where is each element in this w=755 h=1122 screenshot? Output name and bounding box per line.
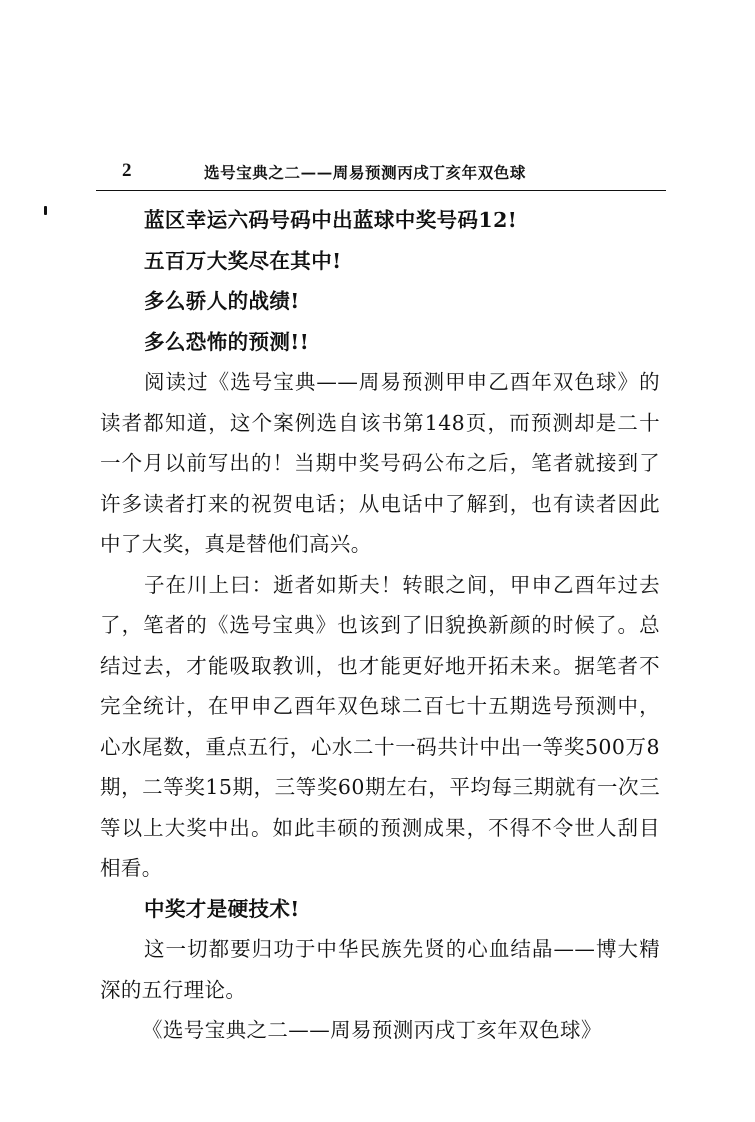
paragraph-summary: 子在川上曰：逝者如斯夫！转眼之间，甲申乙酉年过去了，笔者的《选号宝典》也该到了旧貌换新颜的时候了。总结过去，才能吸取教训，也才能更好地开拓未来。据笔者不完全统计，在甲申乙酉年双色球二百七十五期选号预测中，心水尾数，重点五行，心水二十一码共计中出一等奖500万8期，二等奖15期，三等奖60期左右，平均每三期就有一次三等以上大奖中出。如此丰硕的预测成果，不得不令世人刮目相看。 <box>100 572 660 880</box>
paragraph-blue-ball-result: 蓝区幸运六码号码中出蓝球中奖号码12! <box>144 208 518 232</box>
paragraph-readers: 阅读过《选号宝典——周易预测甲申乙酉年双色球》的读者都知道，这个案例选自该书第148页，而预测却是二十一个月以前写出的！当期中奖号码公布之后，笔者就接到了许多读者打来的祝贺电话；从电话中了解到，也有读者因此中了大奖，真是替他们高兴。 <box>100 370 660 556</box>
running-header <box>96 152 666 191</box>
page-number: 2 <box>122 160 132 181</box>
body-text <box>100 200 660 1051</box>
paragraph-five-elements: 这一切都要归功于中华民族先贤的心血结晶——博大精深的五行理论。 <box>100 937 660 1002</box>
paragraph-prediction: 多么恐怖的预测!! <box>144 329 310 354</box>
paragraph-achievement: 多么骄人的战绩! <box>144 289 300 313</box>
paragraph-book-title: 《选号宝典之二——周易预测丙戌丁亥年双色球》 <box>142 1018 602 1042</box>
scan-speck <box>44 206 47 215</box>
paragraph-jackpot: 五百万大奖尽在其中! <box>144 248 342 273</box>
running-header-title: 选号宝典之二——周易预测丙戌丁亥年双色球 <box>204 163 527 182</box>
paragraph-technique: 中奖才是硬技术! <box>144 896 300 921</box>
